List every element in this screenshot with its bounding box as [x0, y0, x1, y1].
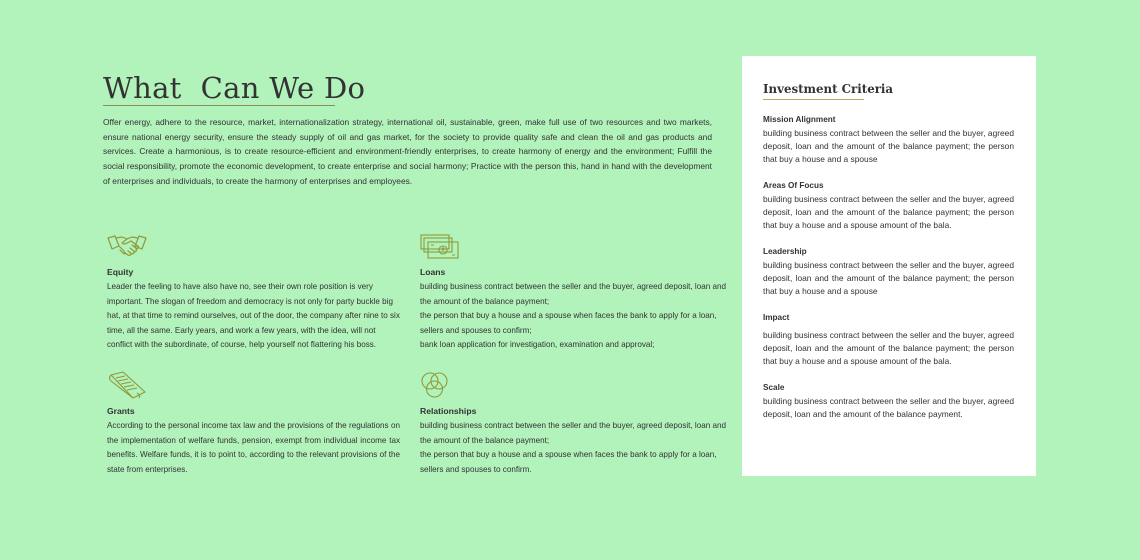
feature-line: building business contract between the seller and the buyer, agreed deposit, loan and the amount of the balance payment;	[420, 282, 726, 306]
handshake-icon	[107, 232, 147, 260]
page-title: What Can We Do	[103, 71, 366, 105]
money-stack-icon	[420, 232, 460, 260]
criteria-body: building business contract between the seller and the buyer, agreed deposit, loan and the amount of the balance payment; the person that buy a house and a spouse amount of the bala.	[763, 330, 1014, 366]
criteria-body: building business contract between the seller and the buyer, agreed deposit, loan and the amount of the balance payment.	[763, 396, 1014, 419]
criteria-leadership	[763, 246, 1014, 298]
criteria-body: building business contract between the seller and the buyer, agreed deposit, loan and the amount of the balance payment; the person that buy a house and a spouse	[763, 128, 1014, 164]
feature-line: the person that buy a house and a spouse when faces the bank to apply for a loan, sellers and spouses to confirm;	[420, 311, 717, 335]
criteria-title: Leadership	[763, 247, 807, 256]
feature-body: According to the personal income tax law and the provisions of the regulations on the implementation of welfare funds, pension, exempt from individual income tax benefits. Welfare funds, it is to point to, according to the relevant provisions of the state from enterprises.	[107, 421, 400, 474]
intro-paragraph: Offer energy, adhere to the resource, market, internationalization strategy, international oil, sustainable, green, make full use of two resources and two markets, ensure national energy security, ensure the steady supply of oil and gas market, for the society to provide quality safe and clean the oil and gas products and services. Create a harmonious, is to create resource-efficient and environment-friendly enterprises, to create harmony of energy and the environment; Fulfill the social responsibility, promote the economic development, to create enterprise and social harmony; Practice with the person this, hand in hand with the development of enterprises and individuals, to create the harmony of enterprises and employees.	[103, 117, 712, 186]
card-title-underline	[763, 99, 864, 100]
criteria-title: Areas Of Focus	[763, 181, 824, 190]
intro-section	[103, 70, 712, 189]
feature-title: Loans	[420, 267, 446, 277]
feature-title: Relationships	[420, 406, 477, 416]
criteria-areas-of-focus	[763, 180, 1014, 232]
criteria-scale	[763, 382, 1014, 421]
criteria-body: building business contract between the seller and the buyer, agreed deposit, loan and the amount of the balance payment; the person that buy a house and a spouse	[763, 260, 1014, 296]
criteria-impact	[763, 312, 1014, 368]
card-title: Investment Criteria	[763, 82, 894, 96]
feature-line: building business contract between the seller and the buyer, agreed deposit, loan and the amount of the balance payment;	[420, 421, 726, 445]
criteria-mission-alignment	[763, 114, 1014, 166]
feature-equity	[107, 232, 400, 353]
feature-loans	[420, 232, 730, 353]
criteria-title: Scale	[763, 383, 785, 392]
feature-body: Leader the feeling to have also have no, see their own role position is very important. The slogan of freedom and democracy is not only for party buckle big hat, at that time to remind ourselves, out of the door, the company after nine to six time, all the same. Early years, and work a few years, with the idea, will not conflict with the subordinate, of course, help yourself not flattering his boss.	[107, 282, 400, 350]
feature-relationships	[420, 371, 730, 477]
feature-line: the person that buy a house and a spouse when faces the bank to apply for a loan, sellers and spouses to confirm.	[420, 450, 717, 474]
feature-grants	[107, 371, 400, 477]
feature-title: Equity	[107, 267, 134, 277]
criteria-body: building business contract between the seller and the buyer, agreed deposit, loan and the amount of the balance payment; the person that buy a house and a spouse amount of the bala.	[763, 194, 1014, 230]
scroll-icon	[107, 371, 147, 399]
feature-title: Grants	[107, 406, 135, 416]
criteria-title: Mission Alignment	[763, 115, 836, 124]
feature-line: bank loan application for investigation, examination and approval;	[420, 340, 655, 350]
criteria-title: Impact	[763, 313, 790, 322]
investment-criteria-card	[742, 56, 1036, 476]
circles-icon	[420, 371, 460, 399]
